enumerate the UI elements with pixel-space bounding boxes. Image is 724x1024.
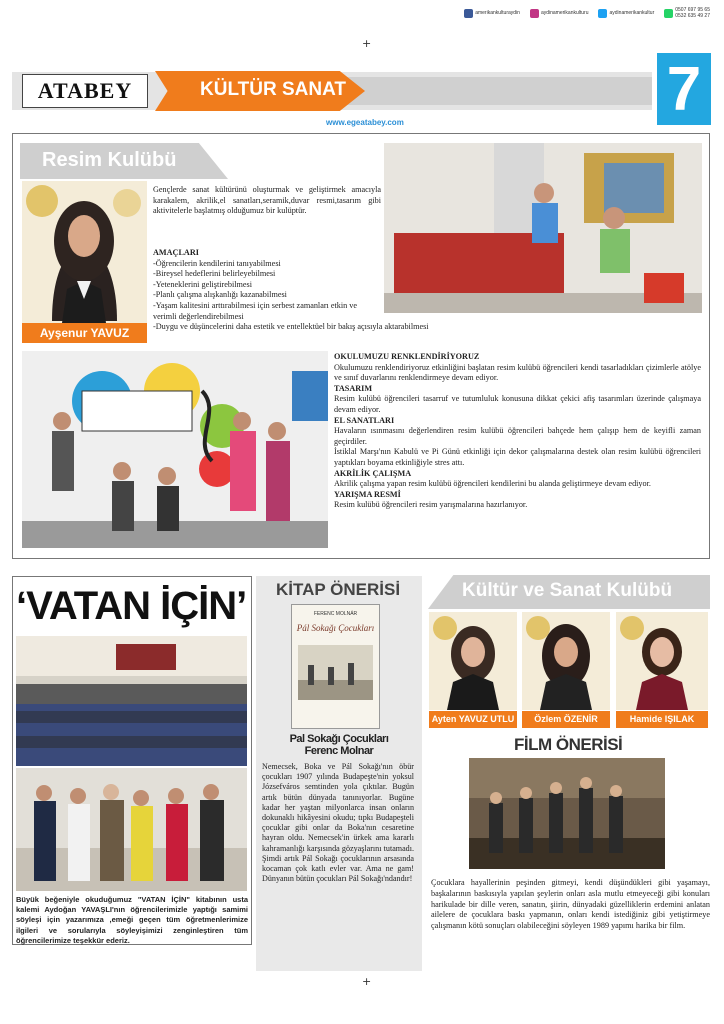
workshop-image — [384, 143, 702, 313]
film-title: FİLM ÖNERİSİ — [514, 735, 623, 754]
book-description: Nemecsek, Boka ve Pál Sokağı'nın öbür çocukları 1907 yılında Budapeşte'nin yoksul Józsefváros semtinden yola çıktılar. Bugün artık bütün dünyada tanınıyorlar. Bugüne kadar her yaştan milyonlarca insan onların dokunaklı hikâyesini okudu; tıpkı Budapeşteli çocuklar gibi onlar da Boka'nın cesaretine hayran oldu. Nemecsek'in ürkek ama kararlı kahramanlığı karşısında gözyaşlarını tutamadı. Şimdi artık Pál Sokağı çocuklarının arsasında kocaman çok katlı evler var. Ama ne gam! Dünyanın bütün çocukları Pál Sokağı'ndandır! — [262, 762, 414, 884]
resim-title: Resim Kulübü — [42, 149, 177, 171]
instagram-icon — [530, 9, 539, 18]
mural-photo — [22, 351, 328, 548]
teacher-photo — [22, 181, 147, 323]
section-body: Havaların ısınmasını değerlendiren resim kulübü öğrencileri bahçede hem çalışıp hem de keyifli zaman geçirdiler. — [334, 426, 701, 446]
whatsapp-link[interactable]: 0507 697 95 65 0532 635 49 27 — [664, 7, 710, 19]
teacher-name-tag: Ayşenur YAVUZ — [22, 323, 147, 343]
vatan-caption: Büyük beğeniyle okuduğumuz "VATAN İÇİN" kitabının usta kalemi Aydoğan YAVAŞLI'nın öğrencilerimizle yaptığı samimi söyleşi için yazarımıza ,emeği geçen tüm öğretmenlerimize ilgileri ve sorularıyla söyleyişimizi zenginleştiren tüm öğrencilerimize teşekkür ederiz. — [16, 895, 248, 945]
section-head: OKULUMUZU RENKLENDİRİYORUZ — [334, 352, 480, 361]
teacher-name-tag-2: Özlem ÖZENİR — [522, 711, 610, 728]
registration-mark-bottom: + — [362, 975, 372, 988]
book-cover-author: FERENC MOLNÁR — [313, 611, 358, 617]
teacher-portrait-1 — [429, 612, 517, 710]
section-head: TASARIM — [334, 383, 373, 393]
film-photo — [469, 758, 665, 869]
section-head: EL SANATLARI — [334, 415, 395, 425]
vatan-title: ‘VATAN İÇİN’ — [16, 584, 247, 628]
section-head: AKRİLİK ÇALIŞMA — [334, 468, 412, 478]
film-description: Çocuklara hayallerinin peşinden gitmeyi, kendi düşündükleri gibi yaşamayı, başkalarının baskısıyla yapılan şeylerin onları asla mutlu etmeyeceği gibi konuları harikulade bir dille veren, sanatın, şiirin, dünyadaki güzelliklerin erdemini anlatan ailelere de çocuklara baskı yapmanın, onları kendi istediğiniz gibi yetiştirmeye çalışmanın kötü sonuçları olabileceğini söyleyen 1989 yapımı harika bir film. — [431, 878, 710, 931]
auditorium-image — [16, 636, 247, 766]
goal-item: -Yeteneklerini geliştirebilmesi — [153, 279, 252, 289]
atabey-logo: ATABEY — [22, 74, 148, 108]
registration-mark-top: + — [362, 37, 372, 50]
teacher-photo-3 — [616, 612, 708, 710]
teacher-photo-2 — [522, 612, 610, 710]
book-author: Ferenc Molnar — [304, 745, 374, 757]
goal-item: -Planlı çalışma alışkanlığı kazanabilmesi — [153, 290, 287, 300]
teacher-name-tag-3: Hamide IŞILAK — [616, 711, 708, 728]
goal-item: -Duygu ve düşüncelerini daha estetik ve entellektüel bir bakış açısıyla aktarabilmesi — [153, 322, 429, 332]
goal-item: -Bireysel hedeflerini belirleyebilmesi — [153, 269, 276, 279]
goal-item: -Öğrencilerin kendilerini tanıyabilmesi — [153, 258, 281, 268]
facebook-icon — [464, 9, 473, 18]
page-number: 7 — [657, 53, 711, 125]
twitter-icon — [598, 9, 607, 18]
teacher-name-tag-1: Ayten YAVUZ UTLU — [429, 711, 517, 728]
website-link[interactable]: www.egeatabey.com — [326, 118, 404, 127]
resim-intro: Gençlerde sanat kültürünü oluşturmak ve geliştirmek amacıyla karakalem, akrilik,el sanatları,seramik,duvar resmi,tasarım gibi aktivitelerle başlatmış olduğumuz bir kulüptür. — [153, 185, 381, 216]
group-photo — [16, 768, 247, 891]
kitap-title: KİTAP ÖNERİSİ — [276, 580, 401, 599]
whatsapp-icon — [664, 9, 673, 18]
twitter-link[interactable]: aydinamerikankultur — [598, 9, 654, 18]
book-cover-illustration — [298, 645, 373, 700]
section-body: Resim kulübü öğrencileri tasarruf ve tutumluluk konusuna dikkat çekici afiş tasarımları üzerinde çalışmaya devam ediyor. — [334, 394, 701, 414]
kultur-title: Kültür ve Sanat Kulübü — [462, 580, 673, 601]
section-head: YARIŞMA RESMİ — [334, 489, 401, 499]
goal-item: -Yaşam kalitesini arttırabilmesi için serbest zamanları etkin ve verimli değerlendirebilmesi — [153, 300, 358, 321]
section-body: Okulumuzu renklendiriyoruz etkinliğini başlatan resim kulübü öğrencileri kendi tasarladıkları çizimlerle atölye ve sınıf duvarlarını renklendirmeye devam ediyor. — [334, 362, 701, 383]
goals-title: AMAÇLARI — [153, 248, 199, 257]
book-heading — [258, 733, 420, 757]
teacher-portrait-3 — [616, 612, 708, 710]
resim-sections — [334, 352, 701, 511]
facebook-link[interactable]: amerikankulturaydin — [464, 9, 520, 18]
teacher-photo-1 — [429, 612, 517, 710]
instagram-link[interactable]: aydinamerikankulturu — [530, 9, 589, 18]
mural-image — [22, 351, 328, 548]
teacher-portrait-2 — [522, 612, 610, 710]
section-body: İstiklal Marşı'nın Kabulü ve Pi Günü etkinliği için dekor çalışmalarına destek olan resim kulübü öğrencileri yaptıkları boyama etkinliğiyle stres attı. — [334, 447, 701, 467]
book-cover — [291, 604, 380, 729]
book-cover-title: Pál Sokağı Çocukları — [296, 623, 375, 633]
film-image — [469, 758, 665, 869]
group-image — [16, 768, 247, 891]
section-body: Resim kulübü öğrencileri resim yarışmalarına hazırlanıyor. — [334, 500, 528, 510]
auditorium-photo — [16, 636, 247, 766]
teacher-portrait — [22, 181, 147, 323]
workshop-photo — [384, 143, 702, 313]
book-title: Pal Sokağı Çocukları — [289, 733, 389, 745]
section-title: KÜLTÜR SANAT — [200, 79, 346, 100]
section-body: Akrilik çalışma yapan resim kulübü öğrencileri kendilerini bu alanda geliştirmeye devam ediyor. — [334, 479, 651, 489]
social-bar — [464, 7, 710, 19]
